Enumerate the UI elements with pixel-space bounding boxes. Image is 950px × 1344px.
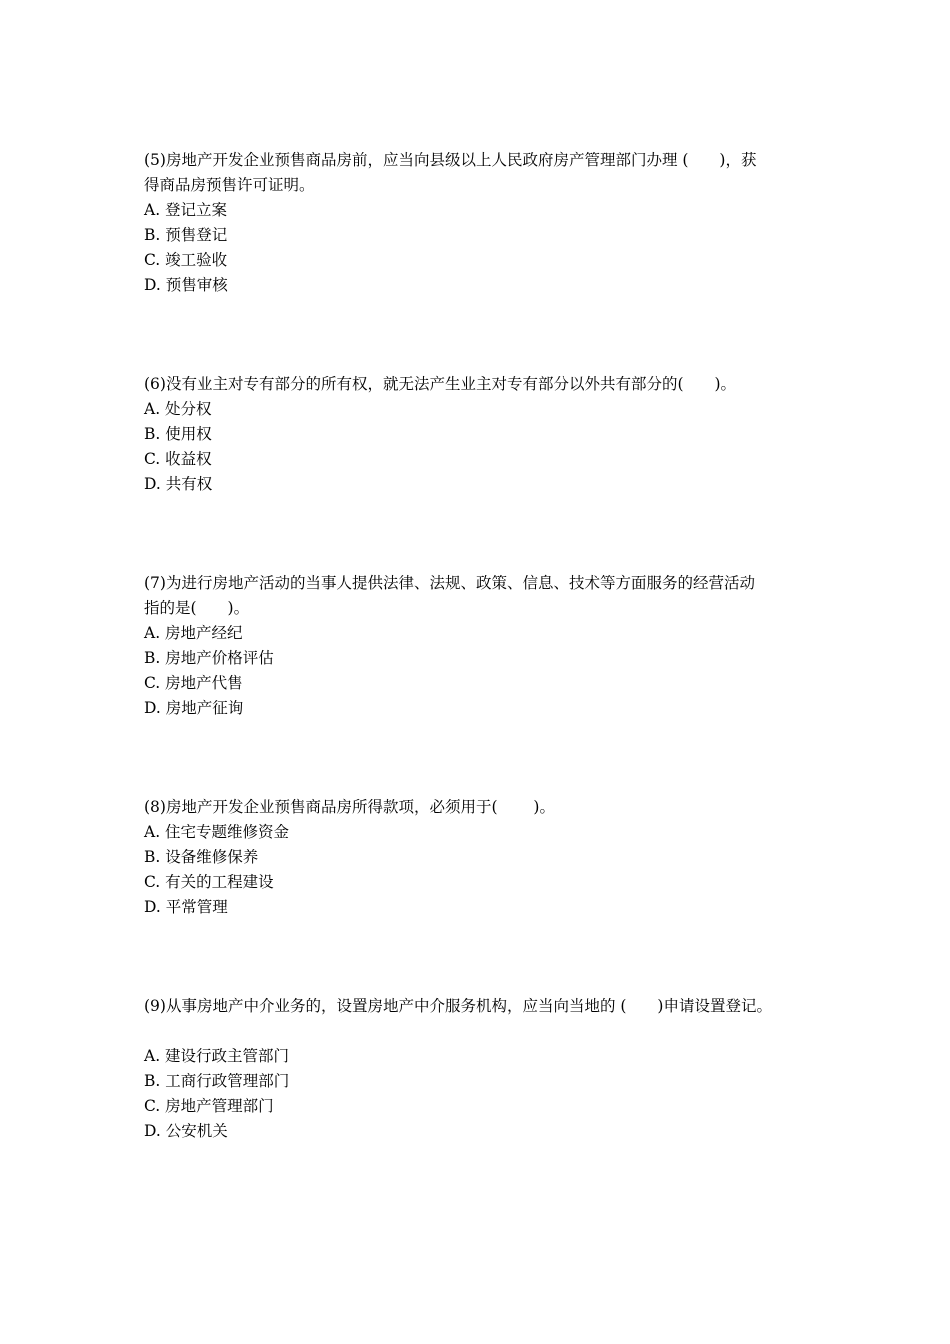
option-c: C. 竣工验收 [144, 251, 228, 269]
option-d: D. 公安机关 [144, 1122, 228, 1140]
option-b: B. 工商行政管理部门 [144, 1072, 290, 1090]
question-8 [144, 795, 824, 920]
question-stem-line: (6)没有业主对专有部分的所有权，就无法产生业主对专有部分以外共有部分的( )。 [144, 375, 737, 393]
option-d: D. 平常管理 [144, 898, 228, 916]
question-7 [144, 571, 824, 721]
option-c: C. 房地产管理部门 [144, 1097, 274, 1115]
option-c: C. 有关的工程建设 [144, 873, 274, 891]
blank-line [144, 1019, 824, 1044]
question-5 [144, 148, 824, 298]
option-b: B. 房地产价格评估 [144, 649, 274, 667]
question-stem-line: (9)从事房地产中介业务的，设置房地产中介服务机构，应当向当地的 ( )申请设置登记。 [144, 997, 772, 1015]
option-c: C. 房地产代售 [144, 674, 243, 692]
option-b: B. 预售登记 [144, 226, 228, 244]
option-d: D. 共有权 [144, 475, 213, 493]
option-a: A. 住宅专题维修资金 [144, 823, 290, 841]
question-stem-line: (8)房地产开发企业预售商品房所得款项，必须用于( )。 [144, 798, 555, 816]
question-stem-line: (7)为进行房地产活动的当事人提供法律、法规、政策、信息、技术等方面服务的经营活动 [144, 574, 755, 592]
question-stem-line: 指的是( )。 [144, 599, 250, 617]
question-6 [144, 372, 824, 497]
option-a: A. 房地产经纪 [144, 624, 243, 642]
option-b: B. 设备维修保养 [144, 848, 259, 866]
option-d: D. 房地产征询 [144, 699, 244, 717]
question-stem-line: 得商品房预售许可证明。 [144, 176, 315, 194]
option-a: A. 处分权 [144, 400, 212, 418]
option-a: A. 建设行政主管部门 [144, 1047, 290, 1065]
question-9 [144, 994, 824, 1144]
option-d: D. 预售审核 [144, 276, 228, 294]
question-stem-line: (5)房地产开发企业预售商品房前，应当向县级以上人民政府房产管理部门办理 ( )，获 [144, 151, 757, 169]
option-b: B. 使用权 [144, 425, 212, 443]
option-c: C. 收益权 [144, 450, 212, 468]
option-a: A. 登记立案 [144, 201, 228, 219]
